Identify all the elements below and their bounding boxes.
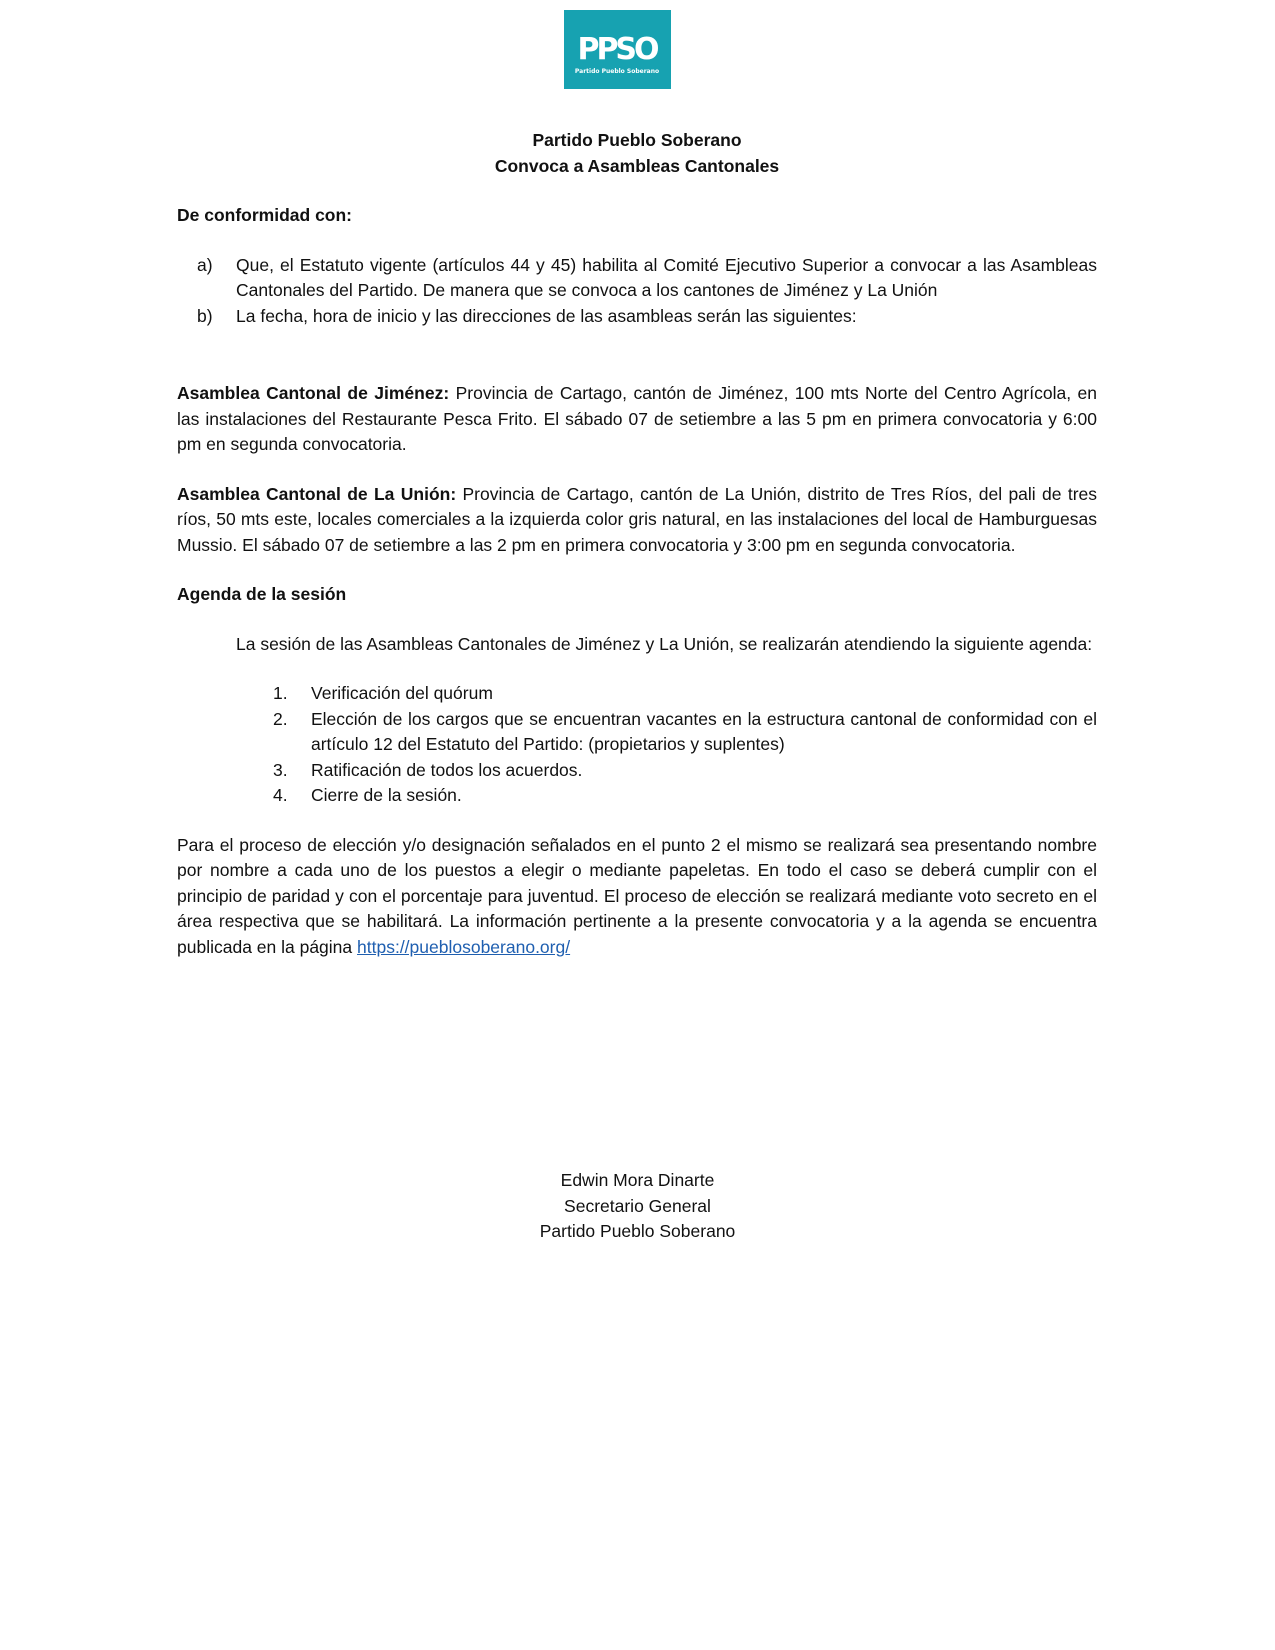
- svg-text:Partido Pueblo Soberano: Partido Pueblo Soberano: [574, 68, 660, 75]
- assembly-details: Provincia de Cartago, cantón de La Unión, distrito de Tres Ríos, del pali de tres ríos, 50 mts este, locales comerciales a la izquierda color gris natural, en las instalaciones del local de Hamburguesas Mussio. El sábado 07 de setiembre a las 2 pm en primera convocatoria y 3:00 pm en segunda convocatoria.: [177, 483, 1098, 555]
- list-marker: 2.: [273, 708, 288, 729]
- document-body: [177, 124, 1097, 960]
- agenda-item: [177, 707, 1097, 758]
- assembly-la-union: [177, 482, 1097, 559]
- agenda-item: [177, 681, 1097, 707]
- conformidad-heading: De conformidad con:: [177, 205, 353, 225]
- header-party-name: Partido Pueblo Soberano: [532, 130, 742, 150]
- agenda-heading: Agenda de la sesión: [177, 584, 347, 604]
- list-marker: a): [197, 254, 213, 275]
- party-logo: [564, 10, 671, 89]
- conformidad-list: [177, 253, 1097, 330]
- list-item-text: Que, el Estatuto vigente (artículos 44 y 45) habilita al Comité Ejecutivo Superior a convocar a las Asambleas Cantonales del Partido. De manera que se convoca a los cantones de Jiménez y La Unión: [236, 254, 1097, 300]
- agenda-item: [177, 758, 1097, 784]
- website-link[interactable]: https://pueblosoberano.org/: [357, 936, 571, 957]
- list-marker: b): [197, 305, 213, 326]
- signer-title: Secretario General: [564, 1195, 711, 1216]
- list-item-text: La fecha, hora de inicio y las direcciones de las asambleas serán las siguientes:: [236, 305, 857, 326]
- list-item: [177, 253, 1097, 304]
- agenda-list: [177, 681, 1097, 809]
- signer-name: Edwin Mora Dinarte: [560, 1170, 715, 1190]
- assembly-label: Asamblea Cantonal de La Unión:: [177, 483, 457, 504]
- ppso-logo-icon: [564, 10, 671, 89]
- agenda-item-text: Cierre de la sesión.: [311, 785, 462, 805]
- agenda-intro: La sesión de las Asambleas Cantonales de Jiménez y La Unión, se realizarán atendiendo la siguiente agenda:: [236, 633, 1093, 654]
- agenda-item-text: Elección de los cargos que se encuentran vacantes en la estructura cantonal de conformidad con el artículo 12 del Estatuto del Partido: (propietarios y suplentes): [311, 708, 1097, 754]
- svg-text:PPSO: PPSO: [577, 32, 657, 67]
- assembly-details: Provincia de Cartago, cantón de Jiménez, 100 mts Norte del Centro Agrícola, en las instalaciones del Restaurante Pesca Frito. El sábado 07 de setiembre a las 5 pm en primera convocatoria y 6:00 pm en segunda convocatoria.: [177, 383, 1097, 454]
- agenda-item-text: Ratificación de todos los acuerdos.: [311, 759, 583, 780]
- list-marker: 4.: [273, 785, 288, 805]
- signer-organization: Partido Pueblo Soberano: [539, 1221, 736, 1241]
- closing-text: Para el proceso de elección y/o designación señalados en el punto 2 el mismo se realizará sea presentando nombre por nombre a cada uno de los puestos a elegir o mediante papeletas. En todo el caso se deberá cumplir con el principio de paridad y con el porcentaje para juventud. El proceso de elección se realizará mediante voto secreto en el área respectiva que se habilitará. La información pertinente a la presente convocatoria y a la agenda se encuentra publicada en la página: [177, 834, 1097, 957]
- closing-paragraph: [177, 833, 1097, 961]
- header-title: Convoca a Asambleas Cantonales: [494, 155, 780, 176]
- assembly-label: Asamblea Cantonal de Jiménez:: [177, 383, 450, 403]
- agenda-item: [177, 783, 1097, 809]
- list-marker: 1.: [273, 683, 288, 703]
- list-item: [177, 304, 1097, 330]
- signature-block: [0, 1168, 1275, 1245]
- assembly-jimenez: [177, 381, 1097, 458]
- list-marker: 3.: [273, 759, 288, 780]
- agenda-item-text: Verificación del quórum: [311, 683, 493, 703]
